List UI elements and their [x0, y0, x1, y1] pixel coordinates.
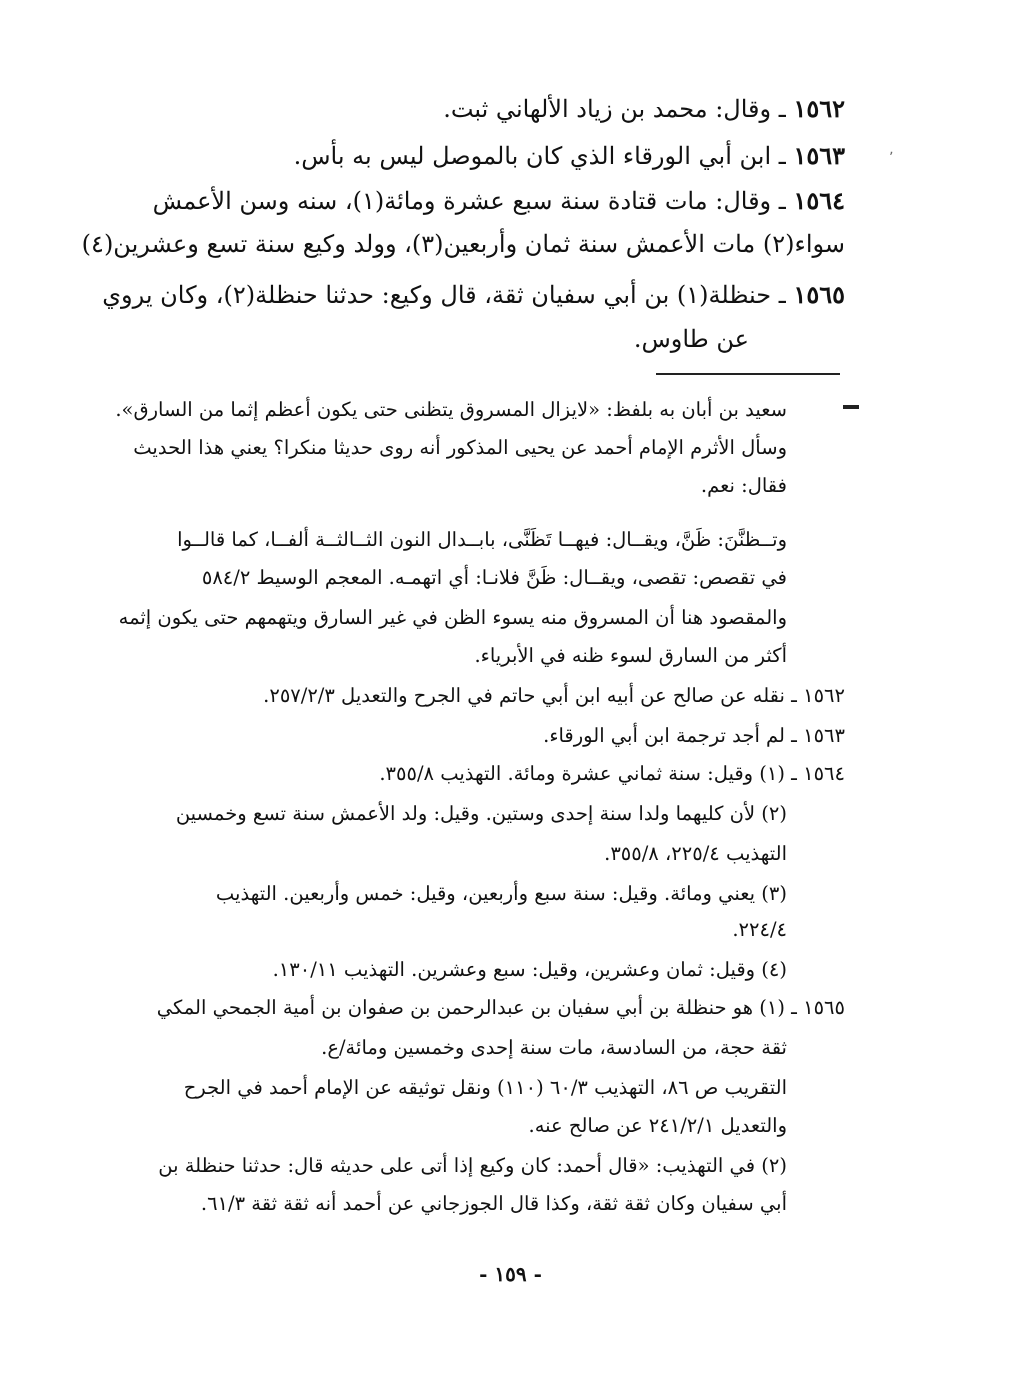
footnote-gloss-1: وتــظنَّنَ: ظَنَّ، ويقــال: فيهــا تَظَنَّى، بابــدال النون الثــالثــة ألفــا، كما قالــوا — [177, 528, 787, 551]
entry-1563: ١٥٦٣ ـ ابن أبي الورقاء الذي كان بالموصل ليس به بأس. — [293, 141, 845, 170]
footnote-1565-1d: والتعديل ٢٤١/٢/١ عن صالح عنه. — [528, 1114, 787, 1137]
entry-text: وقال: محمد بن زياد الألهاني ثبت. — [443, 95, 772, 123]
entry-1564-line1: ١٥٦٤ ـ وقال: مات قتادة سنة سبع عشرة ومائة(١)، سنه وسن الأعمش — [152, 186, 845, 215]
footnote-1564-3a: (٣) يعني ومائة. وقيل: سنة سبع وأربعين، وقيل: خمس وأربعين. التهذيب — [215, 882, 787, 905]
footnote-carry-2: وسأل الأثرم الإمام أحمد عن يحيى المذكور أنه روى حديثا منكرا؟ يعني هذا الحديث — [133, 436, 787, 459]
footnote-1565-1a: ١٥٦٥ ـ (١) هو حنظلة بن أبي سفيان بن عبدالرحمن بن صفوان بن أمية الجمحي المكي — [156, 996, 845, 1019]
entry-1565-line2: عن طاوس. — [633, 325, 749, 353]
continuation-dash — [843, 405, 859, 409]
footnote-1564-3b: ٢٢٤/٤. — [732, 918, 787, 941]
footnote-1564-2b: التهذيب ٢٢٥/٤، ٣٥٥/٨. — [604, 842, 787, 865]
margin-mark: ٬ — [889, 150, 894, 166]
footnote-1565-1b: ثقة حجة، من السادسة، مات سنة إحدى وخمسين ومائة/ع. — [321, 1036, 787, 1059]
footnote-separator — [656, 373, 840, 375]
footnote-1563: ١٥٦٣ ـ لم أجد ترجمة ابن أبي الورقاء. — [543, 724, 845, 747]
footnote-carry-3: فقال: نعم. — [700, 474, 787, 497]
footnote-carry-1: سعيد بن أبان به بلفظ: «لايزال المسروق يتظنى حتى يكون أعظم إثما من السارق». — [115, 398, 787, 421]
entry-text: حنظلة(١) بن أبي سفيان ثقة، قال وكيع: حدثنا حنظلة(٢)، وكان يروي — [102, 281, 772, 309]
footnote-1564-1: ١٥٦٤ ـ (١) وقيل: سنة ثماني عشرة ومائة. التهذيب ٣٥٥/٨. — [379, 762, 845, 785]
entry-1564-line2: سواء(٢) مات الأعمش سنة ثمان وأربعين(٣)، وولد وكيع سنة تسع وعشرين(٤) — [81, 230, 845, 258]
entry-number: ١٥٦٢ — [793, 94, 845, 123]
footnote-gloss-3: والمقصود هنا أن المسروق منه يسوء الظن في غير السارق ويتهمهم حتى يكون إثمه — [118, 606, 787, 629]
footnote-1564-4: (٤) وقيل: ثمان وعشرين، وقيل: سبع وعشرين. التهذيب ١٣٠/١١. — [272, 958, 787, 981]
footnote-1565-2a: (٢) في التهذيب: «قال أحمد: كان وكيع إذا أتى على حديثه قال: حدثنا حنظلة بن — [158, 1154, 787, 1177]
footnote-gloss-2: في تقصص: تقصى، ويقــال: ظَنَّ فلانـا: أي اتهمـه. المعجم الوسيط ٥٨٤/٢ — [201, 566, 787, 589]
footnote-1565-2b: أبي سفيان وكان ثقة ثقة، وكذا قال الجوزجاني عن أحمد أنه ثقة ثقة ٦١/٣. — [200, 1192, 787, 1215]
footnote-1562: ١٥٦٢ ـ نقله عن صالح عن أبيه ابن أبي حاتم في الجرح والتعديل ٢٥٧/٢/٣. — [263, 684, 845, 707]
page-number: - ١٥٩ - — [479, 1262, 542, 1286]
entry-number: ١٥٦٥ — [793, 280, 845, 309]
footnote-1564-2a: (٢) لأن كليهما ولدا سنة إحدى وستين. وقيل: ولد الأعمش سنة تسع وخمسين — [175, 802, 787, 825]
entry-number: ١٥٦٤ — [793, 186, 845, 215]
footnote-gloss-4: أكثر من السارق لسوء ظنه في الأبرياء. — [474, 644, 787, 667]
entry-text: وقال: مات قتادة سنة سبع عشرة ومائة(١)، سنه وسن الأعمش — [152, 187, 772, 215]
entry-1565-line1: ١٥٦٥ ـ حنظلة(١) بن أبي سفيان ثقة، قال وكيع: حدثنا حنظلة(٢)، وكان يروي — [102, 280, 845, 309]
entry-text: ابن أبي الورقاء الذي كان بالموصل ليس به بأس. — [293, 142, 772, 170]
entry-1562: ١٥٦٢ ـ وقال: محمد بن زياد الألهاني ثبت. — [443, 94, 845, 123]
entry-number: ١٥٦٣ — [793, 141, 845, 170]
footnote-1565-1c: التقريب ص ٨٦، التهذيب ٦٠/٣ (١١٠) ونقل توثيقه عن الإمام أحمد في الجرح — [183, 1076, 787, 1099]
